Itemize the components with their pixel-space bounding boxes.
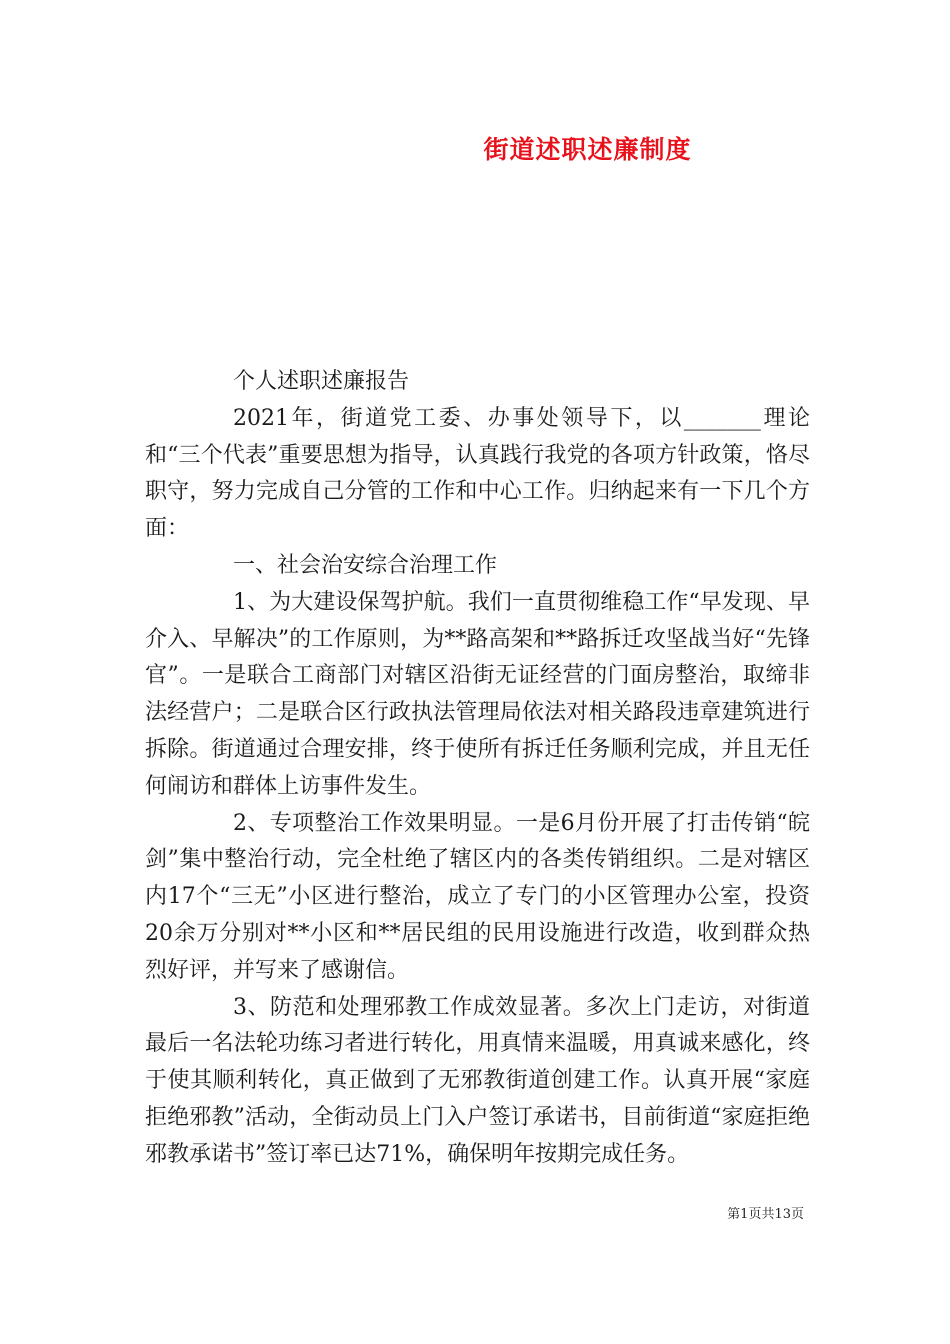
paragraph-item-3: 3、防范和处理邪教工作成效显著。多次上门走访，对街道最后一名法轮功练习者进行转化，用真情来温暖，用真诚来感化，终于使其顺利转化，真正做到了无邪教街道创建工作。认真开展“家庭拒绝邪教”活动，全街动员上门入户签订承诺书，目前街道“家庭拒绝邪教承诺书”签订率已达71%，确保明年按期完成任务。 — [145, 994, 810, 1167]
report-heading: 个人述职述廉报告 — [233, 369, 410, 394]
intro-paragraph: 2021年，街道党工委、办事处领导下，以_______理论和“三个代表”重要思想为指导，认真践行我党的各项方针政策，恪尽职守，努力完成自己分管的工作和中心工作。归纳起来有一下几个方面： — [145, 405, 810, 542]
page-number-footer: 第1页共13页 — [727, 1207, 804, 1222]
document-body — [145, 364, 810, 1174]
section-heading: 一、社会治安综合治理工作 — [233, 552, 498, 578]
document-title: 街道述职述廉制度 — [483, 135, 692, 164]
paragraph-item-2: 2、专项整治工作效果明显。一是6月份开展了打击传销“皖剑”集中整治行动，完全杜绝了辖区内的各类传销组织。二是对辖区内17个“三无”小区进行整治，成立了专门的小区管理办公室，投资20余万分别对**小区和**居民组的民用设施进行改造，收到群众热烈好评，并写来了感谢信。 — [145, 810, 810, 983]
document-title-container — [0, 130, 950, 166]
paragraph-item-1: 1、为大建设保驾护航。我们一直贯彻维稳工作“早发现、早介入、早解决”的工作原则，为**路高架和**路拆迁攻坚战当好“先锋官”。一是联合工商部门对辖区沿街无证经营的门面房整治，取缔非法经营户；二是联合区行政执法管理局依法对相关路段违章建筑进行拆除。街道通过合理安排，终于使所有拆迁任务顺利完成，并且无任何闹访和群体上访事件发生。 — [145, 589, 810, 799]
